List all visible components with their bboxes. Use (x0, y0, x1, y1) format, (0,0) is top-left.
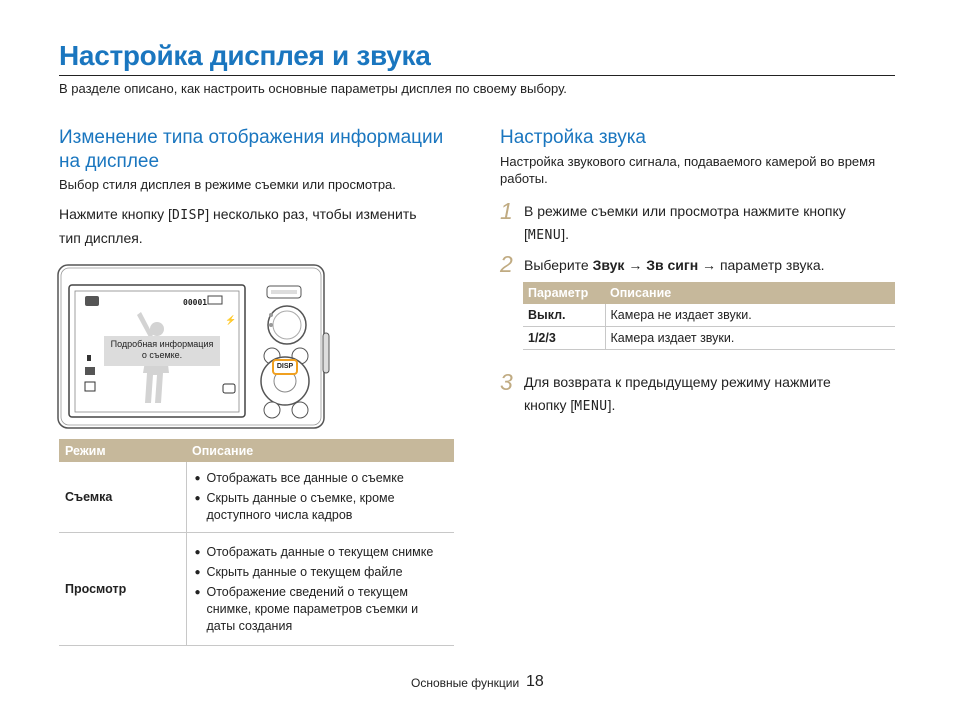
step-3-text: Для возврата к предыдущему режиму нажмите кнопку [MENU]. (524, 374, 831, 414)
list-item: ● Скрыть данные о съемке, кроме доступного числа кадров (195, 490, 447, 524)
description-cell (186, 533, 454, 646)
table-row (523, 327, 895, 350)
description-cell (186, 462, 454, 533)
table-row (59, 533, 454, 646)
menu-key-label: MENU (527, 228, 562, 243)
sound-param-table (523, 282, 895, 350)
svg-text:⚡: ⚡ (225, 315, 237, 325)
list-item: ● Скрыть данные о текущем файле (195, 564, 447, 581)
table-header-mode: Режим (59, 439, 186, 462)
list-item: ● Отображение сведений о текущем снимке, кроме параметров съемки и даты создания (195, 584, 447, 635)
description-cell: Камера издает звуки. (605, 327, 895, 350)
table-row (59, 462, 454, 533)
disp-key-label: DISP (171, 208, 206, 223)
step-3-number: 3 (500, 369, 513, 395)
screen-frame-counter: 00001 (183, 298, 208, 307)
list-item: ● Отображать все данные о съемке (195, 470, 447, 487)
table-header-description: Описание (186, 439, 454, 462)
display-heading-line2: на дисплее (59, 151, 160, 172)
display-mode-table (59, 439, 454, 646)
page-number: 18 (526, 673, 544, 690)
intro-text: В разделе описано, как настроить основные параметры дисплея по своему выбору. (59, 81, 567, 96)
table-row (523, 304, 895, 327)
step-1-text: В режиме съемки или просмотра нажмите кнопку [MENU]. (524, 203, 846, 243)
mode-cell: Съемка (59, 462, 186, 533)
param-cell: Выкл. (523, 304, 605, 327)
title-rule (59, 75, 895, 76)
mode-cell: Просмотр (59, 533, 186, 646)
display-instruction: Нажмите кнопку [DISP] несколько раз, чтобы изменить тип дисплея. (59, 206, 417, 246)
display-section-heading (59, 126, 443, 174)
beep-menu-label: Зв сигн (646, 257, 699, 273)
footer-section: Основные функции (411, 676, 520, 690)
step-2-number: 2 (500, 251, 513, 277)
step-2-text: Выберите Звук → Зв сигн → параметр звука. (524, 257, 825, 273)
table-header-row (523, 282, 895, 304)
step-1-number: 1 (500, 198, 513, 224)
disp-button-label: DISP (276, 363, 294, 370)
display-heading-line1: Изменение типа отображения информации (59, 127, 444, 148)
table-header-row (59, 439, 454, 462)
list-item: ● Отображать данные о текущем снимке (195, 544, 447, 561)
param-cell: 1/2/3 (523, 327, 605, 350)
sound-section-subtitle: Настройка звукового сигнала, подаваемого камерой во время работы. (500, 154, 876, 186)
camera-illustration (57, 263, 332, 431)
display-section-subtitle: Выбор стиля дисплея в режиме съемки или просмотра. (59, 177, 396, 192)
menu-key-label: MENU (574, 399, 608, 414)
table-header-param: Параметр (523, 282, 605, 304)
sound-section-heading: Настройка звука (500, 127, 646, 148)
page-title: Настройка дисплея и звука (59, 40, 431, 71)
description-cell: Камера не издает звуки. (605, 304, 895, 327)
sound-menu-label: Звук (592, 257, 625, 273)
info-callout: Подробная информация о съемке. (104, 336, 220, 366)
table-header-description: Описание (605, 282, 895, 304)
